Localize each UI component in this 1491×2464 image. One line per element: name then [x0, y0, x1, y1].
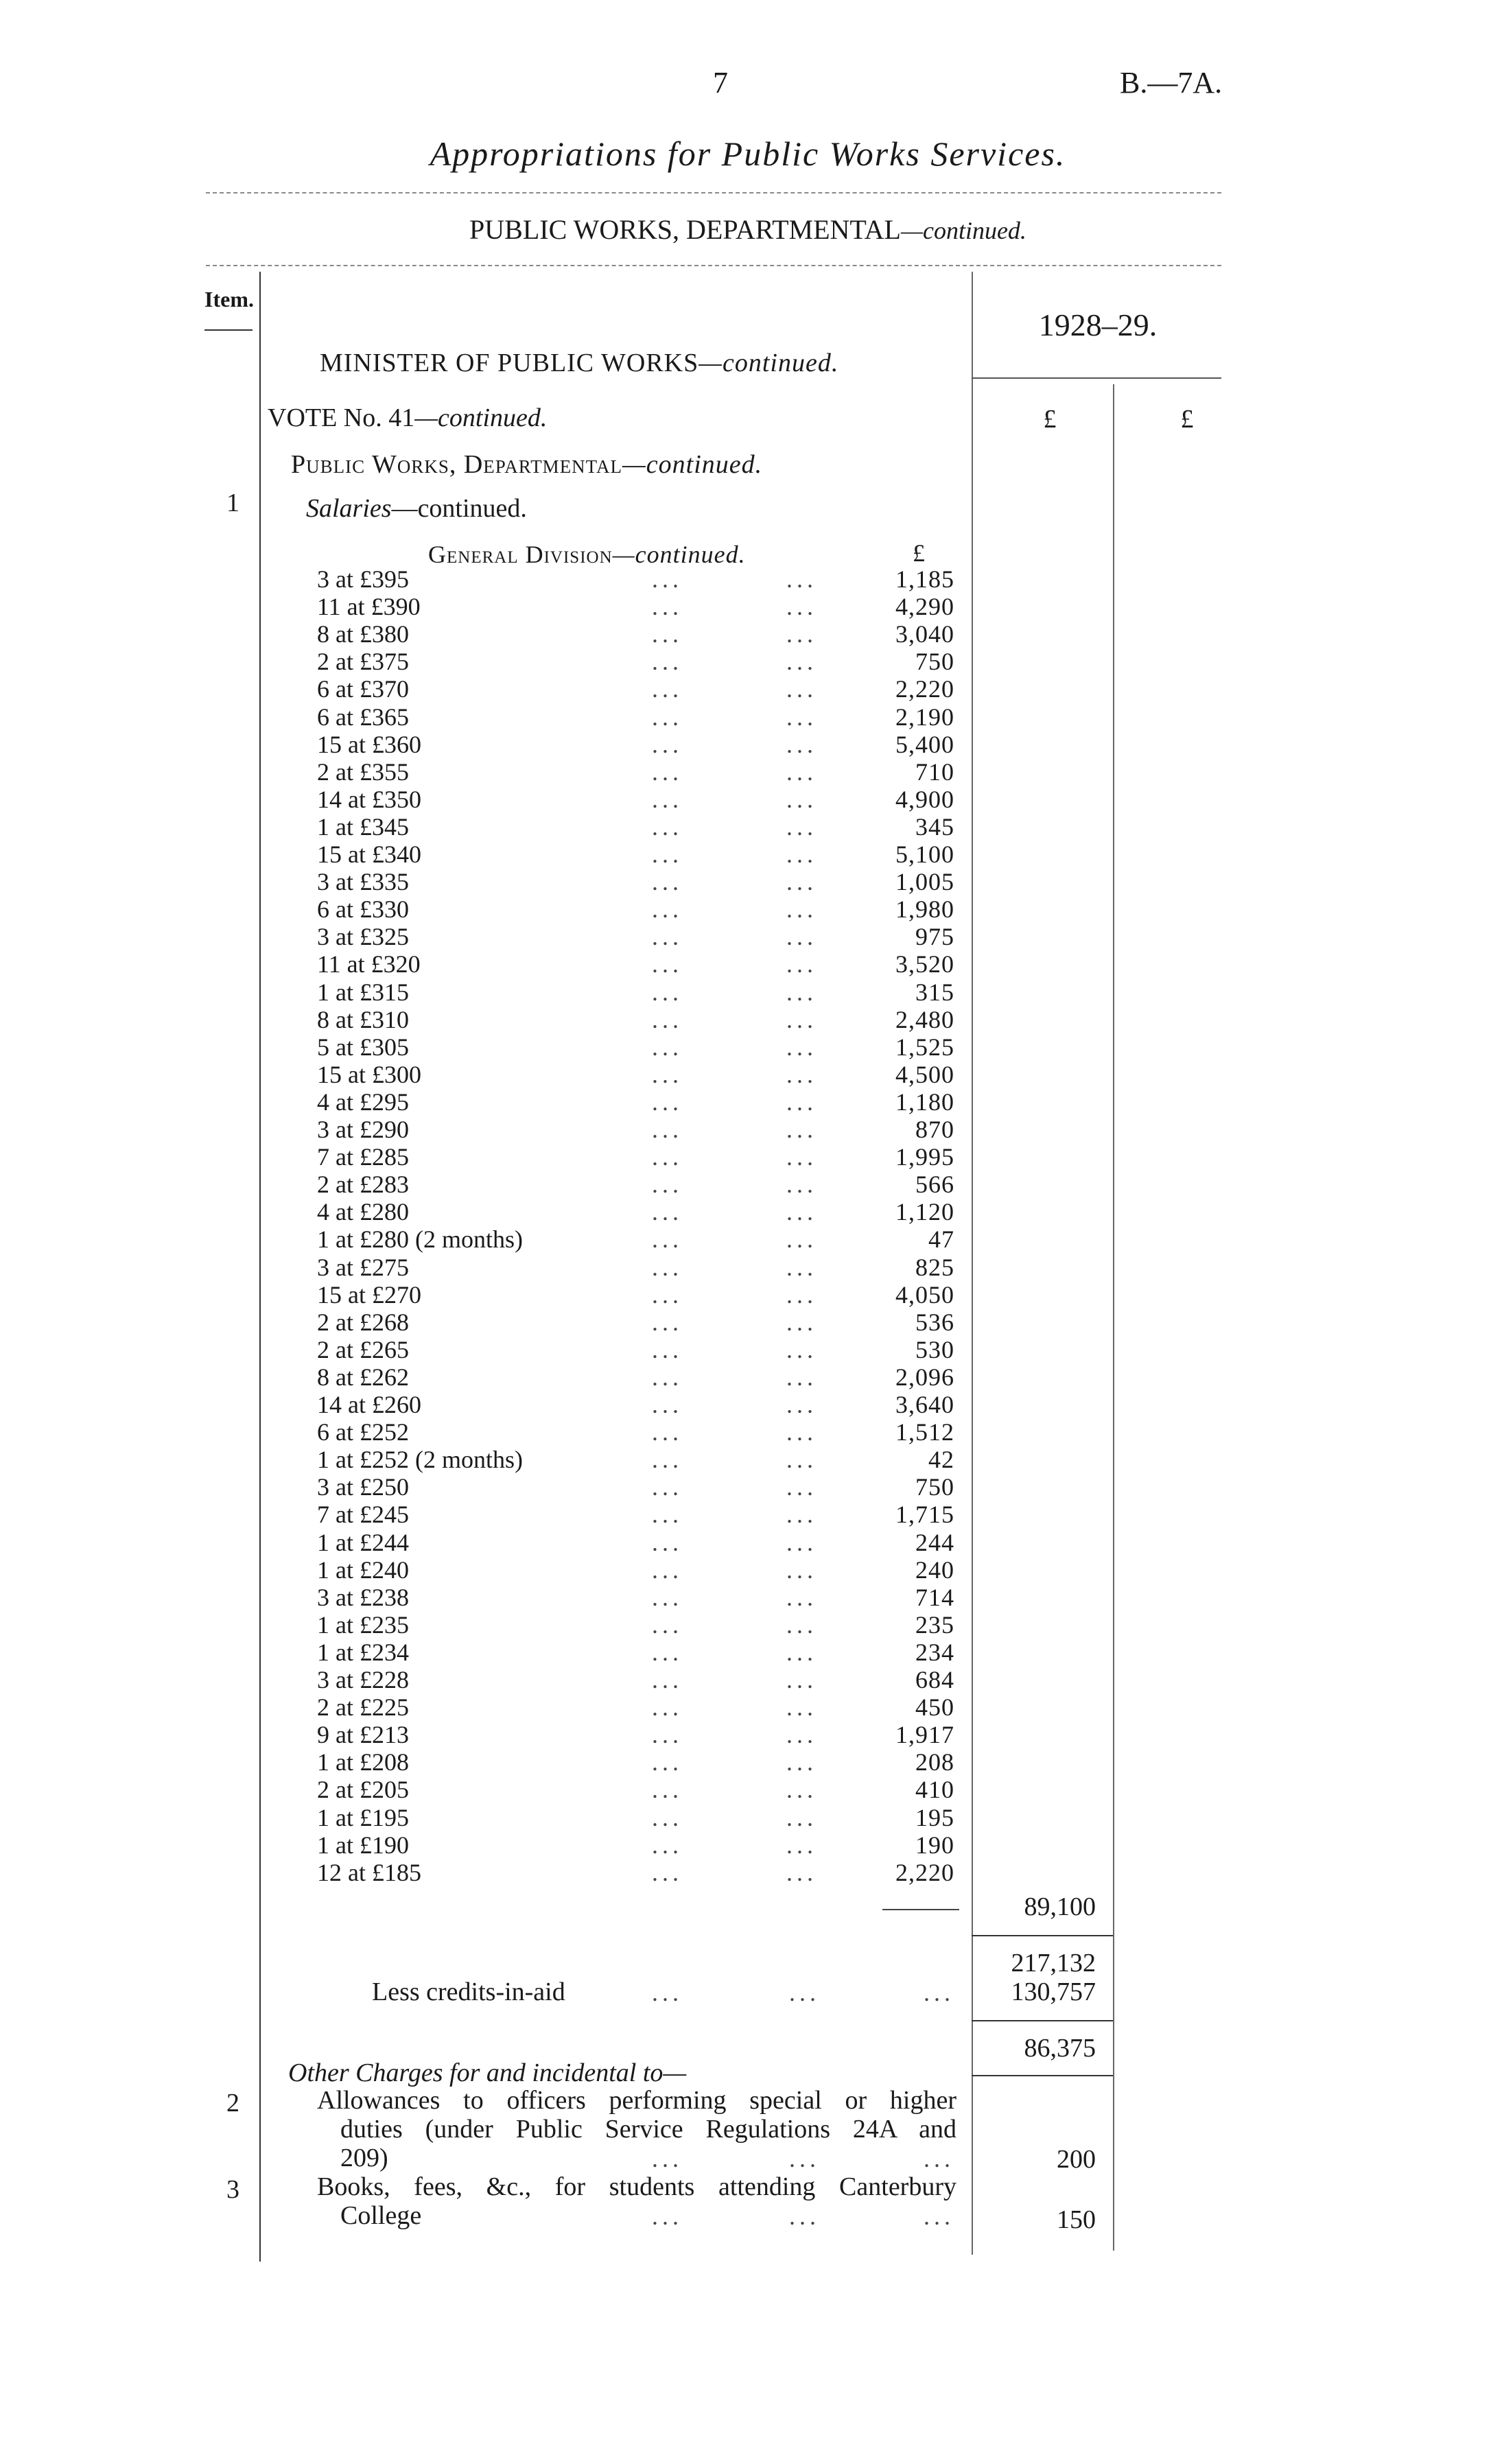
less-dots-1: ... — [652, 1979, 683, 2006]
salary-row — [0, 758, 1491, 786]
salary-row-label: 2 at £205 — [317, 1776, 409, 1803]
salary-row-amount: 2,190 — [895, 703, 954, 731]
salary-row-amount: 1,980 — [895, 895, 954, 923]
department-suffix: —continued. — [622, 450, 763, 479]
salary-row-label: 1 at £234 — [317, 1639, 409, 1666]
vote-suffix: —continued. — [414, 403, 548, 432]
salary-row-amount: 2,220 — [895, 1859, 954, 1886]
salary-row-dots: ... — [786, 758, 817, 786]
salary-row — [0, 620, 1491, 648]
salary-row-dots: ... — [786, 1721, 817, 1748]
salary-row-dots: ... — [652, 1556, 683, 1584]
item-2-line-3: 209) — [340, 2144, 388, 2172]
less-credits-amount: 130,757 — [1011, 1978, 1096, 2006]
salary-row-dots: ... — [786, 565, 817, 593]
salary-row — [0, 1198, 1491, 1225]
item-header-rule — [204, 329, 253, 331]
year-header-rule — [972, 377, 1221, 379]
salary-row-dots: ... — [786, 1309, 817, 1336]
salary-row-dots: ... — [652, 1584, 683, 1611]
salary-row-dots: ... — [652, 1198, 683, 1225]
salary-row-dots: ... — [652, 1033, 683, 1061]
salary-row-amount: 536 — [915, 1309, 954, 1336]
salaries-item-number: 1 — [226, 489, 239, 517]
salary-row-dots: ... — [652, 1748, 683, 1776]
item-2-dots-2: ... — [789, 2145, 820, 2172]
salary-row-label: 11 at £390 — [317, 593, 421, 620]
subtitle-main: PUBLIC WORKS, DEPARTMENTAL — [469, 214, 901, 245]
salary-row — [0, 648, 1491, 675]
salary-row-label: 6 at £330 — [317, 895, 409, 923]
total-rule-2 — [972, 2020, 1113, 2021]
salary-row-dots: ... — [652, 841, 683, 868]
salary-row-amount: 3,640 — [895, 1391, 954, 1418]
salary-row-dots: ... — [652, 1309, 683, 1336]
salary-row — [0, 1693, 1491, 1721]
salary-row-label: 4 at £280 — [317, 1198, 409, 1225]
salary-row-label: 3 at £290 — [317, 1116, 409, 1143]
salary-row-dots: ... — [652, 758, 683, 786]
salary-row-dots: ... — [652, 648, 683, 675]
salary-row-dots: ... — [786, 1693, 817, 1721]
salary-row-dots: ... — [652, 731, 683, 758]
salary-row-dots: ... — [652, 1831, 683, 1859]
salary-row-dots: ... — [786, 703, 817, 731]
salary-row — [0, 1254, 1491, 1281]
salary-row-dots: ... — [786, 675, 817, 703]
salary-row-amount: 240 — [915, 1556, 954, 1584]
salary-row-dots: ... — [786, 1006, 817, 1033]
total-rule-1 — [972, 1935, 1113, 1936]
salary-row-amount: 2,096 — [895, 1363, 954, 1391]
salary-row-amount: 410 — [915, 1776, 954, 1803]
salary-row-amount: 345 — [915, 813, 954, 841]
salary-row — [0, 1584, 1491, 1611]
salary-row-amount: 4,500 — [895, 1061, 954, 1088]
salary-row-label: 14 at £260 — [317, 1391, 421, 1418]
salary-row-dots: ... — [652, 1418, 683, 1446]
salary-row-label: 6 at £370 — [317, 675, 409, 703]
salary-row-dots: ... — [786, 1473, 817, 1501]
salary-row-dots: ... — [652, 1143, 683, 1171]
salary-row — [0, 1116, 1491, 1143]
salary-row — [0, 731, 1491, 758]
salary-row-dots: ... — [652, 565, 683, 593]
salary-row-amount: 684 — [915, 1666, 954, 1693]
item-3-number: 3 — [226, 2175, 239, 2204]
year-column-header: 1928–29. — [1038, 307, 1158, 342]
salary-row-dots: ... — [652, 1391, 683, 1418]
salary-row-dots: ... — [786, 1859, 817, 1886]
salary-row-label: 2 at £265 — [317, 1336, 409, 1363]
less-dots-2: ... — [789, 1979, 820, 2006]
salary-row-amount: 566 — [915, 1171, 954, 1198]
salary-row — [0, 895, 1491, 923]
salary-row-dots: ... — [786, 1639, 817, 1666]
division-heading — [428, 541, 746, 568]
salary-row — [0, 1088, 1491, 1116]
salary-row-dots: ... — [652, 1529, 683, 1556]
salary-row-dots: ... — [786, 868, 817, 895]
salary-row-amount: 208 — [915, 1748, 954, 1776]
division-subtotal-rule — [882, 1909, 959, 1910]
salary-row-label: 1 at £315 — [317, 978, 409, 1006]
salary-row — [0, 1556, 1491, 1584]
salary-row-dots: ... — [786, 978, 817, 1006]
salary-row-amount: 450 — [915, 1693, 954, 1721]
salary-row-dots: ... — [652, 703, 683, 731]
salary-row-label: 6 at £252 — [317, 1418, 409, 1446]
salary-row-dots: ... — [652, 1061, 683, 1088]
salary-row-dots: ... — [786, 895, 817, 923]
salary-row-dots: ... — [652, 1721, 683, 1748]
salary-row-dots: ... — [786, 841, 817, 868]
currency-left-header: £ — [1043, 405, 1057, 434]
salaries-suffix: —continued. — [391, 494, 527, 523]
item-2-amount: 200 — [1057, 2145, 1096, 2174]
salary-row-amount: 3,520 — [895, 950, 954, 978]
item-2-line-2: duties (under Public Service Regulations 24A and — [340, 2115, 956, 2144]
salary-row-label: 3 at £275 — [317, 1254, 409, 1281]
salary-row — [0, 1501, 1491, 1528]
salary-row-label: 1 at £345 — [317, 813, 409, 841]
salary-row-dots: ... — [652, 593, 683, 620]
salary-row-dots: ... — [786, 1748, 817, 1776]
salary-row-label: 3 at £228 — [317, 1666, 409, 1693]
salary-row-amount: 244 — [915, 1529, 954, 1556]
salary-row-amount: 750 — [915, 1473, 954, 1501]
subtitle-rule — [206, 265, 1221, 266]
salary-row — [0, 923, 1491, 950]
salary-row — [0, 1473, 1491, 1501]
salary-row-amount: 1,917 — [895, 1721, 954, 1748]
salary-row-label: 9 at £213 — [317, 1721, 409, 1748]
salary-row-amount: 315 — [915, 978, 954, 1006]
salary-row — [0, 1804, 1491, 1831]
salary-row-dots: ... — [652, 950, 683, 978]
salary-row — [0, 841, 1491, 868]
salary-row — [0, 1143, 1491, 1171]
salary-row-dots: ... — [786, 1225, 817, 1253]
division-total: 89,100 — [1024, 1892, 1096, 1921]
salary-row-label: 8 at £380 — [317, 620, 409, 648]
salary-row-dots: ... — [786, 1529, 817, 1556]
salary-row-dots: ... — [652, 1254, 683, 1281]
salary-row-dots: ... — [786, 1088, 817, 1116]
salary-row-label: 4 at £295 — [317, 1088, 409, 1116]
salary-row-label: 1 at £235 — [317, 1611, 409, 1639]
salary-row-dots: ... — [652, 1804, 683, 1831]
salary-row-label: 14 at £350 — [317, 786, 421, 813]
salary-row-dots: ... — [652, 895, 683, 923]
salary-row-dots: ... — [652, 1336, 683, 1363]
salary-row — [0, 978, 1491, 1006]
salary-row-dots: ... — [652, 868, 683, 895]
department-title: Public Works, Departmental — [291, 450, 623, 479]
salary-row-dots: ... — [786, 923, 817, 950]
salary-row-dots: ... — [652, 1281, 683, 1309]
salary-row-dots: ... — [786, 1831, 817, 1859]
division-title: General Division — [428, 541, 613, 568]
salary-row-amount: 710 — [915, 758, 954, 786]
salary-row-label: 15 at £360 — [317, 731, 421, 758]
salary-row-dots: ... — [786, 593, 817, 620]
salary-row — [0, 1225, 1491, 1253]
salary-row-label: 5 at £305 — [317, 1033, 409, 1061]
salary-row-amount: 975 — [915, 923, 954, 950]
salary-row-label: 3 at £335 — [317, 868, 409, 895]
other-charges-heading: Other Charges for and incidental to— — [288, 2058, 687, 2087]
salary-row — [0, 1831, 1491, 1859]
salary-row-amount: 2,220 — [895, 675, 954, 703]
salary-row-amount: 1,995 — [895, 1143, 954, 1171]
salary-row-amount: 714 — [915, 1584, 954, 1611]
minister-suffix: —continued. — [698, 349, 839, 377]
salary-row — [0, 1776, 1491, 1803]
salary-row-label: 3 at £250 — [317, 1473, 409, 1501]
salary-row-dots: ... — [652, 1006, 683, 1033]
less-dots-3: ... — [924, 1979, 954, 2006]
salary-row-dots: ... — [786, 1116, 817, 1143]
salary-row-label: 8 at £262 — [317, 1363, 409, 1391]
item-column-header: Item. — [204, 287, 254, 312]
salary-row-label: 1 at £208 — [317, 1748, 409, 1776]
salary-row-label: 3 at £325 — [317, 923, 409, 950]
salary-row-dots: ... — [786, 1143, 817, 1171]
salary-row — [0, 1721, 1491, 1748]
total-rule-3 — [972, 2075, 1113, 2076]
salary-row — [0, 1061, 1491, 1088]
salary-row — [0, 868, 1491, 895]
department-heading — [291, 450, 762, 479]
salary-row — [0, 1529, 1491, 1556]
document-reference: B.—7A. — [1120, 66, 1223, 99]
salary-row-dots: ... — [652, 1171, 683, 1198]
salary-row-amount: 1,120 — [895, 1198, 954, 1225]
salary-row-dots: ... — [786, 1418, 817, 1446]
item-3-dots-1: ... — [652, 2203, 683, 2230]
salary-row-amount: 5,400 — [895, 731, 954, 758]
salary-row — [0, 593, 1491, 620]
item-3-dots-2: ... — [789, 2203, 820, 2230]
vote-heading — [268, 403, 547, 432]
salary-row-amount: 1,180 — [895, 1088, 954, 1116]
salary-row-dots: ... — [786, 1446, 817, 1473]
salary-row-dots: ... — [652, 1116, 683, 1143]
salary-row — [0, 1446, 1491, 1473]
salary-row — [0, 1033, 1491, 1061]
page-subtitle — [274, 214, 1221, 246]
salary-row-amount: 235 — [915, 1611, 954, 1639]
salary-row — [0, 950, 1491, 978]
salary-row-amount: 4,050 — [895, 1281, 954, 1309]
salary-row-amount: 234 — [915, 1639, 954, 1666]
salary-currency-header: £ — [913, 539, 925, 567]
salary-row-dots: ... — [786, 1666, 817, 1693]
salary-row-dots: ... — [652, 923, 683, 950]
salary-row-amount: 195 — [915, 1804, 954, 1831]
salary-row-dots: ... — [652, 1776, 683, 1803]
salary-row — [0, 703, 1491, 731]
item-3-line-2: College — [340, 2201, 422, 2230]
item-3-dots-3: ... — [924, 2203, 954, 2230]
salary-row-dots: ... — [652, 1225, 683, 1253]
salary-row — [0, 1639, 1491, 1666]
salary-row — [0, 1363, 1491, 1391]
salary-row — [0, 1859, 1491, 1886]
salary-row — [0, 1309, 1491, 1336]
salary-row-dots: ... — [652, 675, 683, 703]
salary-row-label: 15 at £340 — [317, 841, 421, 868]
salary-row-dots: ... — [786, 1501, 817, 1528]
salary-row-dots: ... — [786, 786, 817, 813]
salary-row-label: 2 at £225 — [317, 1693, 409, 1721]
salary-row-amount: 1,525 — [895, 1033, 954, 1061]
salary-row-amount: 2,480 — [895, 1006, 954, 1033]
salary-row-label: 2 at £268 — [317, 1309, 409, 1336]
less-credits-label: Less credits-in-aid — [372, 1978, 565, 2006]
salary-row-dots: ... — [786, 1584, 817, 1611]
item-3-amount: 150 — [1057, 2205, 1096, 2234]
item-2-dots-1: ... — [652, 2145, 683, 2172]
salary-row-dots: ... — [786, 731, 817, 758]
salary-row-dots: ... — [652, 1363, 683, 1391]
salary-row-dots: ... — [786, 1171, 817, 1198]
salary-row-amount: 750 — [915, 648, 954, 675]
salary-row-dots: ... — [786, 620, 817, 648]
salary-row-dots: ... — [786, 1391, 817, 1418]
salary-row-amount: 4,290 — [895, 593, 954, 620]
salary-row-dots: ... — [786, 1033, 817, 1061]
minister-heading — [320, 349, 838, 377]
salary-row-label: 1 at £240 — [317, 1556, 409, 1584]
page-title: Appropriations for Public Works Services. — [430, 134, 1066, 173]
item-2-number: 2 — [226, 2089, 239, 2117]
salary-row — [0, 786, 1491, 813]
salary-row-dots: ... — [786, 648, 817, 675]
net-total: 86,375 — [1024, 2034, 1096, 2063]
salary-row-dots: ... — [652, 1446, 683, 1473]
salary-row-dots: ... — [652, 786, 683, 813]
salary-row-amount: 825 — [915, 1254, 954, 1281]
salary-row-label: 8 at £310 — [317, 1006, 409, 1033]
item-2-dots-3: ... — [924, 2145, 954, 2172]
salary-row-label: 1 at £195 — [317, 1804, 409, 1831]
salaries-heading — [306, 494, 527, 523]
salary-row-dots: ... — [786, 1363, 817, 1391]
salary-row-label: 2 at £375 — [317, 648, 409, 675]
salary-row — [0, 1336, 1491, 1363]
division-suffix: —continued. — [612, 541, 746, 568]
salary-row-amount: 1,005 — [895, 868, 954, 895]
salary-row-label: 15 at £300 — [317, 1061, 421, 1088]
salary-row-label: 1 at £244 — [317, 1529, 409, 1556]
salary-row-amount: 42 — [928, 1446, 954, 1473]
salary-row-amount: 1,185 — [895, 565, 954, 593]
salary-row-dots: ... — [786, 950, 817, 978]
salary-row-amount: 5,100 — [895, 841, 954, 868]
salary-row — [0, 1611, 1491, 1639]
salary-row-dots: ... — [786, 813, 817, 841]
salary-row-dots: ... — [786, 1254, 817, 1281]
page-number: 7 — [713, 66, 728, 99]
title-rule — [206, 192, 1221, 193]
salary-row-label: 15 at £270 — [317, 1281, 421, 1309]
salary-row-dots: ... — [652, 813, 683, 841]
salary-row-dots: ... — [652, 1501, 683, 1528]
salary-row-dots: ... — [786, 1804, 817, 1831]
salary-row-amount: 530 — [915, 1336, 954, 1363]
subtitle-suffix: —continued. — [900, 217, 1026, 244]
salary-row-dots: ... — [652, 978, 683, 1006]
salary-row-amount: 190 — [915, 1831, 954, 1859]
salary-row-label: 3 at £238 — [317, 1584, 409, 1611]
salary-row — [0, 1748, 1491, 1776]
salary-row — [0, 1171, 1491, 1198]
item-3-line-1: Books, fees, &c., for students attending Canterbury — [317, 2172, 956, 2201]
salary-row-amount: 3,040 — [895, 620, 954, 648]
currency-right-header: £ — [1180, 405, 1194, 434]
item-2-line-1: Allowances to officers performing special or higher — [317, 2086, 956, 2115]
grand-total: 217,132 — [1011, 1949, 1096, 1978]
salary-row-label: 1 at £190 — [317, 1831, 409, 1859]
salary-row-label: 1 at £280 (2 months) — [317, 1225, 523, 1253]
minister-title: MINISTER OF PUBLIC WORKS — [320, 349, 699, 377]
salary-row-dots: ... — [652, 1639, 683, 1666]
salary-row-label: 1 at £252 (2 months) — [317, 1446, 523, 1473]
salary-row-amount: 4,900 — [895, 786, 954, 813]
salary-row-dots: ... — [652, 1088, 683, 1116]
salary-row-dots: ... — [786, 1556, 817, 1584]
salaries-title: Salaries — [306, 494, 392, 523]
salary-row — [0, 675, 1491, 703]
salary-row-label: 7 at £285 — [317, 1143, 409, 1171]
salary-row-dots: ... — [786, 1281, 817, 1309]
salary-row-dots: ... — [652, 1859, 683, 1886]
salary-row-label: 7 at £245 — [317, 1501, 409, 1528]
salary-row-label: 2 at £355 — [317, 758, 409, 786]
salary-row — [0, 1281, 1491, 1309]
salary-row-amount: 47 — [928, 1225, 954, 1253]
salary-row-amount: 870 — [915, 1116, 954, 1143]
salary-row — [0, 1006, 1491, 1033]
salary-row-dots: ... — [786, 1061, 817, 1088]
salary-row-label: 2 at £283 — [317, 1171, 409, 1198]
salary-row-label: 3 at £395 — [317, 565, 409, 593]
salary-row — [0, 1391, 1491, 1418]
salary-row — [0, 1666, 1491, 1693]
salary-row — [0, 565, 1491, 593]
salary-row-label: 6 at £365 — [317, 703, 409, 731]
vote-title: VOTE No. 41 — [268, 403, 415, 432]
salary-row-label: 12 at £185 — [317, 1859, 421, 1886]
salary-row-dots: ... — [652, 1473, 683, 1501]
salary-row-dots: ... — [786, 1776, 817, 1803]
salary-row-dots: ... — [652, 620, 683, 648]
salary-row-dots: ... — [786, 1336, 817, 1363]
salary-row — [0, 813, 1491, 841]
salary-row-dots: ... — [652, 1693, 683, 1721]
salary-row-dots: ... — [652, 1666, 683, 1693]
salary-row-dots: ... — [786, 1611, 817, 1639]
salary-row-amount: 1,512 — [895, 1418, 954, 1446]
salary-row — [0, 1418, 1491, 1446]
salary-row-dots: ... — [652, 1611, 683, 1639]
salary-row-dots: ... — [786, 1198, 817, 1225]
salary-row-amount: 1,715 — [895, 1501, 954, 1528]
salary-row-label: 11 at £320 — [317, 950, 421, 978]
